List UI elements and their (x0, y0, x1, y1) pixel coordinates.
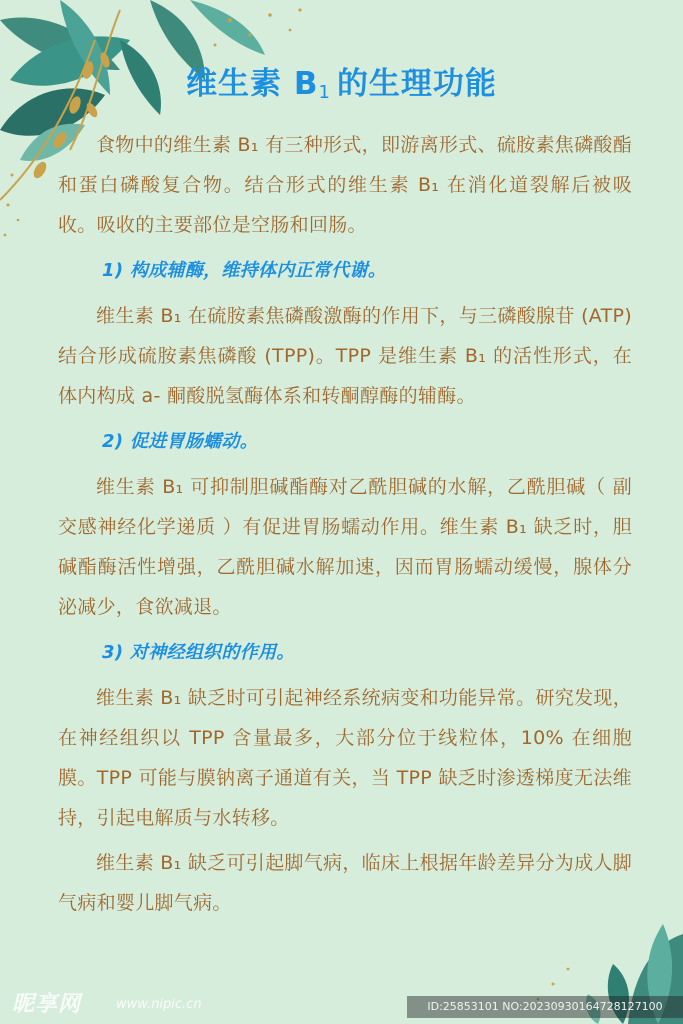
title-tail: 的生理功能 (336, 66, 497, 102)
title-main: 维生素 B (186, 66, 319, 102)
watermark-id-bar: ID:25853101 NO:20230930164728127100 (407, 996, 683, 1018)
title-subscript: 1 (318, 82, 331, 103)
article-body (58, 125, 632, 928)
section-paragraph-4: 维生素 B₁ 缺乏可引起脚气病，临床上根据年龄差异分为成人脚气病和婴儿脚气病。 (58, 852, 632, 914)
watermark-logo: 昵享网 (12, 992, 82, 1017)
section-heading-3: 3) 对神经组织的作用。 (102, 642, 295, 663)
page-title (0, 58, 683, 103)
section-heading-1: 1) 构成辅酶，维持体内正常代谢。 (102, 260, 387, 281)
section-paragraph-3: 维生素 B₁ 缺乏时可引起神经系统病变和功能异常。研究发现，在神经组织以 TPP 含量最多，大部分位于线粒体，10% 在细胞膜。TPP 可能与膜钠离子通道有关，当 TPP 缺乏时渗透梯度无法维持，引起电解质与水转移。 (58, 687, 632, 829)
watermark-url: www.nipic.cn (116, 997, 202, 1012)
section-paragraph-1: 维生素 B₁ 在硫胺素焦磷酸激酶的作用下，与三磷酸腺苷 (ATP) 结合形成硫胺素焦磷酸 (TPP)。TPP 是维生素 B₁ 的活性形式，在体内构成 a- 酮酸脱氢酶体系和转酮醇酶的辅酶。 (58, 305, 632, 407)
intro-paragraph: 食物中的维生素 B₁ 有三种形式，即游离形式、硫胺素焦磷酸酯和蛋白磷酸复合物。结合形式的维生素 B₁ 在消化道裂解后被吸收。吸收的主要部位是空肠和回肠。 (58, 134, 632, 236)
section-paragraph-2: 维生素 B₁ 可抑制胆碱酯酶对乙酰胆碱的水解，乙酰胆碱（ 副交感神经化学递质 ）有促进胃肠蠕动作用。维生素 B₁ 缺乏时，胆碱酯酶活性增强，乙酰胆碱水解加速，因而胃肠蠕动缓慢，腺体分泌减少，食欲减退。 (58, 476, 632, 618)
section-heading-2: 2) 促进胃肠蠕动。 (102, 431, 259, 452)
